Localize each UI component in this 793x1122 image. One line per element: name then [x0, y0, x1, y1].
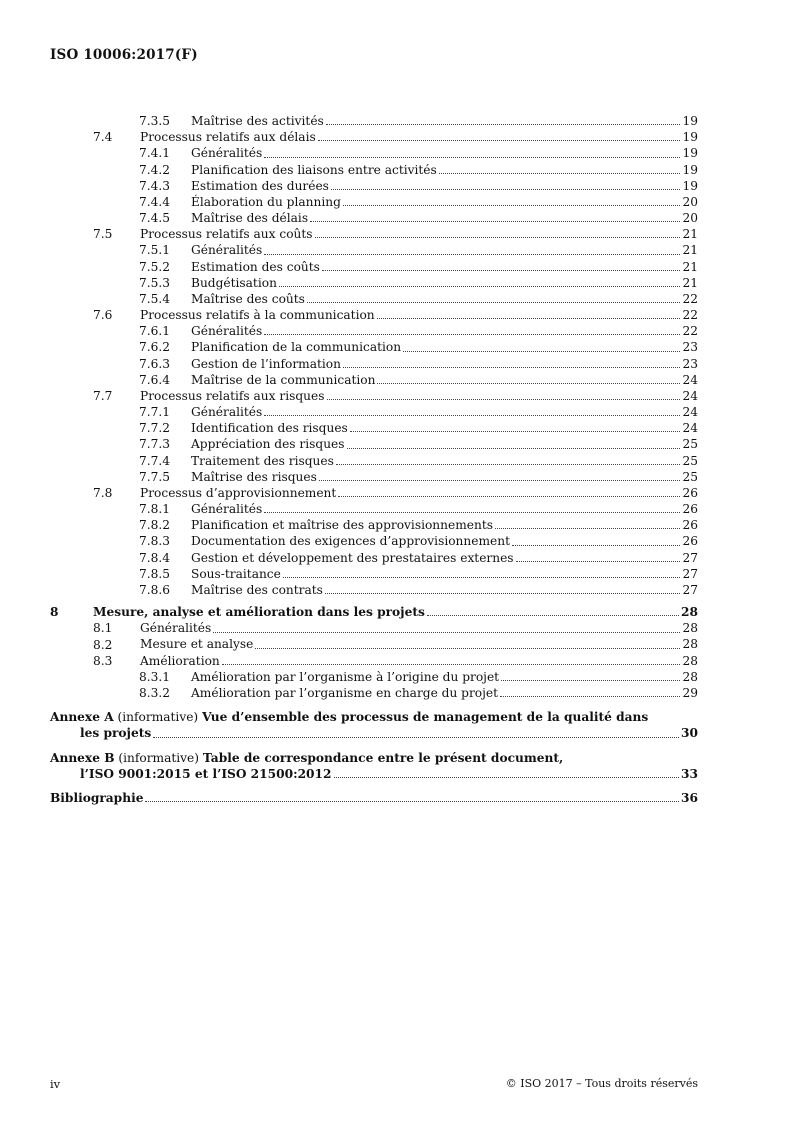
leader-dots [326, 124, 680, 125]
toc-entry-title: Mesure et analyse [140, 637, 254, 652]
toc-entry-8-2[interactable] [50, 637, 698, 653]
toc-entry-7-8-1[interactable] [50, 501, 698, 517]
toc-entry-title: Traitement des risques [191, 453, 334, 468]
toc-entry-number: 8.2 [93, 637, 113, 652]
toc-entry-7-6-1[interactable] [50, 323, 698, 339]
toc-entry-title: Processus relatifs aux coûts [140, 227, 313, 242]
leader-dots [338, 496, 680, 497]
leader-dots [336, 464, 680, 465]
toc-entry-7-6-2[interactable] [50, 339, 698, 355]
toc-entry-page: 27 [682, 566, 698, 581]
leader-dots [495, 528, 680, 529]
toc-entry-title: Planification des liaisons entre activités [191, 162, 437, 177]
toc-entry-page: 19 [682, 146, 698, 161]
toc-entry-7-5-1[interactable] [50, 242, 698, 258]
leader-dots [427, 615, 679, 616]
toc-entry-page: 28 [681, 605, 698, 620]
toc-entry-7-4-1[interactable] [50, 145, 698, 161]
toc-entry-title: Processus relatifs aux risques [140, 388, 325, 403]
toc-entry-7-4[interactable] [50, 129, 698, 145]
leader-dots [516, 561, 680, 562]
toc-entry-page: 28 [682, 669, 698, 684]
toc-entry-page: 24 [682, 405, 698, 420]
leader-dots [145, 801, 679, 802]
annex-b-title-line2: l’ISO 9001:2015 et l’ISO 21500:2012 [80, 766, 332, 781]
toc-entry-number: 7.8.5 [139, 566, 171, 581]
toc-entry-7-5-4[interactable] [50, 291, 698, 307]
toc-entry-7-7-2[interactable] [50, 420, 698, 436]
toc-entry-7-8[interactable] [50, 485, 698, 501]
toc-entry-title: Généralités [191, 243, 263, 258]
toc-entry-number: 7.7.1 [139, 405, 171, 420]
toc-entry-title: Amélioration [140, 653, 220, 668]
toc-entry-title: Maîtrise des risques [191, 469, 317, 484]
toc-entry-number: 7.6.2 [139, 340, 171, 355]
toc-entry-page: 24 [682, 388, 698, 403]
toc-entry-number: 7.6.4 [139, 372, 171, 387]
toc-entry-number: 7.7.4 [139, 453, 171, 468]
toc-entry-page: 28 [682, 621, 698, 636]
toc-entry-8-1[interactable] [50, 620, 698, 636]
leader-dots [264, 157, 680, 158]
toc-entry-7-7-4[interactable] [50, 453, 698, 469]
annex-a-title-line2: les projets [80, 726, 152, 741]
leader-dots [403, 351, 680, 352]
leader-dots [512, 545, 680, 546]
footer-copyright: © ISO 2017 – Tous droits réservés [505, 1077, 698, 1090]
toc-entry-number: 7.4 [93, 130, 113, 145]
toc-entry-8-3-1[interactable] [50, 669, 698, 685]
toc-entry-number: 8.3 [93, 653, 113, 668]
toc-entry-7-6-4[interactable] [50, 372, 698, 388]
leader-dots [222, 664, 680, 665]
annex-a-page: 30 [681, 726, 698, 741]
toc-entry-page: 21 [682, 243, 698, 258]
toc-rows [50, 113, 698, 701]
toc-entry-page: 22 [682, 324, 698, 339]
toc-entry-number: 7.5.1 [139, 243, 171, 258]
toc-entry-number: 7.8.3 [139, 534, 171, 549]
toc-entry-7-3-5[interactable] [50, 113, 698, 129]
toc-entry-number: 7.4.4 [139, 194, 171, 209]
toc-entry-7-4-3[interactable] [50, 178, 698, 194]
toc-entry-title: Planification et maîtrise des approvisionnements [191, 518, 493, 533]
toc-entry-7-8-3[interactable] [50, 533, 698, 549]
toc-entry-title: Budgétisation [191, 275, 277, 290]
toc-entry-page: 19 [682, 113, 698, 128]
toc-entry-7-8-4[interactable] [50, 550, 698, 566]
toc-entry-page: 22 [682, 291, 698, 306]
leader-dots [325, 593, 680, 594]
leader-dots [264, 334, 680, 335]
toc-entry-title: Appréciation des risques [191, 437, 345, 452]
toc-entry-title: Maîtrise des contrats [191, 582, 323, 597]
toc-entry-page: 27 [682, 582, 698, 597]
toc-entry-title: Maîtrise de la communication [191, 372, 376, 387]
toc-entry-number: 7.8 [93, 485, 113, 500]
toc-entry-title: Maîtrise des activités [191, 113, 324, 128]
toc-entry-number: 7.4.2 [139, 162, 171, 177]
leader-dots [331, 189, 680, 190]
bibliography-title: Bibliographie [50, 790, 144, 805]
toc-entry-7-8-6[interactable] [50, 582, 698, 598]
toc-entry-7-4-4[interactable] [50, 194, 698, 210]
toc-entry-7-6-3[interactable] [50, 356, 698, 372]
toc-entry-number: 7.8.2 [139, 518, 171, 533]
toc-entry-number: 7.6.3 [139, 356, 171, 371]
annex-a-title-line1: Vue d’ensemble des processus de management de la qualité dans [202, 710, 649, 725]
leader-dots [327, 399, 681, 400]
leader-dots [310, 221, 680, 222]
leader-dots [213, 632, 680, 633]
annex-b-label: Annexe B [50, 750, 115, 765]
leader-dots [255, 648, 680, 649]
toc-entry-title: Documentation des exigences d’approvisionnement [191, 534, 510, 549]
toc-entry-title: Généralités [191, 405, 263, 420]
toc-entry-title: Généralités [140, 621, 212, 636]
toc-entry-title: Amélioration par l’organisme en charge du projet [191, 686, 499, 700]
toc-entry-7-4-5[interactable] [50, 210, 698, 226]
leader-dots [322, 270, 680, 271]
toc-entry-number: 7.7.2 [139, 421, 171, 436]
toc-entry-number: 7.3.5 [139, 114, 171, 128]
toc-entry-title: Gestion et développement des prestataires externes [191, 550, 514, 565]
toc-entry-number: 7.5.2 [139, 259, 171, 274]
toc-entry-page: 21 [682, 227, 698, 242]
toc-annex-a[interactable] [50, 709, 698, 741]
toc-entry-title: Sous-traitance [191, 566, 281, 581]
leader-dots [377, 318, 680, 319]
toc-entry-page: 21 [682, 275, 698, 290]
toc-entry-title: Élaboration du planning [191, 194, 341, 209]
toc-entry-title: Estimation des coûts [191, 259, 320, 274]
leader-dots [343, 367, 680, 368]
toc-entry-title: Généralités [191, 146, 263, 161]
document-header: ISO 10006:2017(F) [50, 47, 198, 63]
toc-entry-7-7-1[interactable] [50, 404, 698, 420]
toc-entry-title: Processus relatifs à la communication [140, 308, 375, 323]
toc-entry-page: 28 [682, 653, 698, 668]
leader-dots [343, 205, 680, 206]
toc-entry-title: Identification des risques [191, 421, 348, 436]
bibliography-page: 36 [681, 790, 698, 805]
leader-dots [279, 286, 680, 287]
toc-entry-7-7-5[interactable] [50, 469, 698, 485]
toc-entry-page: 20 [682, 211, 698, 226]
leader-dots [283, 577, 680, 578]
toc-entry-page: 23 [682, 340, 698, 355]
toc-entry-number: 7.8.6 [139, 582, 171, 597]
leader-dots [264, 254, 680, 255]
leader-dots [347, 448, 680, 449]
leader-dots [264, 415, 680, 416]
toc-entry-number: 7.5 [93, 227, 113, 242]
toc-entry-page: 19 [682, 162, 698, 177]
toc-entry-title: Mesure, analyse et amélioration dans les projets [93, 605, 425, 620]
leader-dots [439, 173, 680, 174]
leader-dots [334, 777, 680, 778]
toc-entry-page: 25 [682, 453, 698, 468]
toc-bibliography[interactable] [50, 790, 698, 806]
toc-entry-8-3-2[interactable] [50, 685, 698, 701]
toc-entry-7-7[interactable] [50, 388, 698, 404]
toc-entry-7-7-3[interactable] [50, 436, 698, 452]
toc-entry-title: Généralités [191, 324, 263, 339]
toc-entry-page: 26 [682, 518, 698, 533]
toc-entry-number: 7.8.4 [139, 550, 171, 565]
annex-b-qualifier: (informative) [118, 750, 200, 765]
annex-a-label: Annexe A [50, 710, 114, 725]
toc-entry-number: 8.3.1 [139, 669, 171, 684]
toc-entry-number: 7.4.1 [139, 146, 171, 161]
toc-entry-number: 7.5.3 [139, 275, 171, 290]
toc-entry-page: 28 [682, 637, 698, 652]
toc-entry-number: 7.7.3 [139, 437, 171, 452]
toc-entry-number: 7.7.5 [139, 469, 171, 484]
toc-entry-number: 8 [50, 605, 59, 620]
toc-entry-7-4-2[interactable] [50, 162, 698, 178]
leader-dots [350, 431, 680, 432]
toc-entry-page: 22 [682, 308, 698, 323]
toc-entry-page: 26 [682, 485, 698, 500]
toc-entry-8-3[interactable] [50, 653, 698, 669]
leader-dots [264, 512, 680, 513]
toc-entry-page: 19 [682, 178, 698, 193]
table-of-contents [50, 113, 698, 806]
toc-entry-title: Maîtrise des délais [191, 211, 309, 226]
toc-entry-number: 7.7 [93, 388, 113, 403]
toc-entry-page: 26 [682, 502, 698, 517]
toc-entry-number: 7.4.3 [139, 178, 171, 193]
toc-entry-number: 7.6 [93, 308, 113, 323]
toc-entry-title: Estimation des durées [191, 178, 329, 193]
toc-entry-7-5-3[interactable] [50, 275, 698, 291]
toc-entry-number: 8.1 [93, 621, 113, 636]
toc-entry-number: 8.3.2 [139, 686, 171, 701]
toc-entry-8[interactable] [50, 604, 698, 620]
leader-dots [500, 696, 680, 697]
toc-entry-page: 21 [682, 259, 698, 274]
toc-entry-title: Maîtrise des coûts [191, 291, 305, 306]
annex-a-qualifier: (informative) [117, 710, 199, 725]
toc-entry-title: Amélioration par l’organisme à l’origine du projet [191, 669, 500, 684]
toc-entry-7-5-2[interactable] [50, 259, 698, 275]
toc-entry-page: 24 [682, 372, 698, 387]
toc-entry-page: 24 [682, 421, 698, 436]
toc-entry-title: Planification de la communication [191, 340, 402, 355]
toc-entry-title: Processus d’approvisionnement [140, 485, 337, 500]
toc-entry-page: 29 [682, 686, 698, 700]
leader-dots [319, 480, 680, 481]
toc-annex-b[interactable] [50, 750, 698, 782]
toc-entry-number: 7.8.1 [139, 502, 171, 517]
toc-entry-7-6[interactable] [50, 307, 698, 323]
toc-entry-title: Processus relatifs aux délais [140, 130, 316, 145]
leader-dots [315, 237, 680, 238]
leader-dots [307, 302, 680, 303]
toc-entry-number: 7.5.4 [139, 291, 171, 306]
toc-entry-page: 20 [682, 194, 698, 209]
toc-entry-title: Généralités [191, 502, 263, 517]
annex-b-page: 33 [681, 766, 698, 781]
toc-entry-7-8-2[interactable] [50, 517, 698, 533]
annex-b-title-line1: Table de correspondance entre le présent document, [202, 750, 564, 765]
toc-entry-page: 27 [682, 550, 698, 565]
leader-dots [501, 680, 680, 681]
toc-entry-page: 23 [682, 356, 698, 371]
toc-entry-number: 7.4.5 [139, 211, 171, 226]
toc-entry-7-8-5[interactable] [50, 566, 698, 582]
toc-entry-page: 25 [682, 437, 698, 452]
toc-entry-page: 19 [682, 130, 698, 145]
leader-dots [153, 737, 679, 738]
toc-entry-number: 7.6.1 [139, 324, 171, 339]
leader-dots [318, 140, 680, 141]
toc-entry-7-5[interactable] [50, 226, 698, 242]
leader-dots [377, 383, 680, 384]
footer-page-number: iv [50, 1077, 61, 1091]
toc-entry-title: Gestion de l’information [191, 356, 341, 371]
toc-entry-page: 25 [682, 469, 698, 484]
toc-entry-page: 26 [682, 534, 698, 549]
